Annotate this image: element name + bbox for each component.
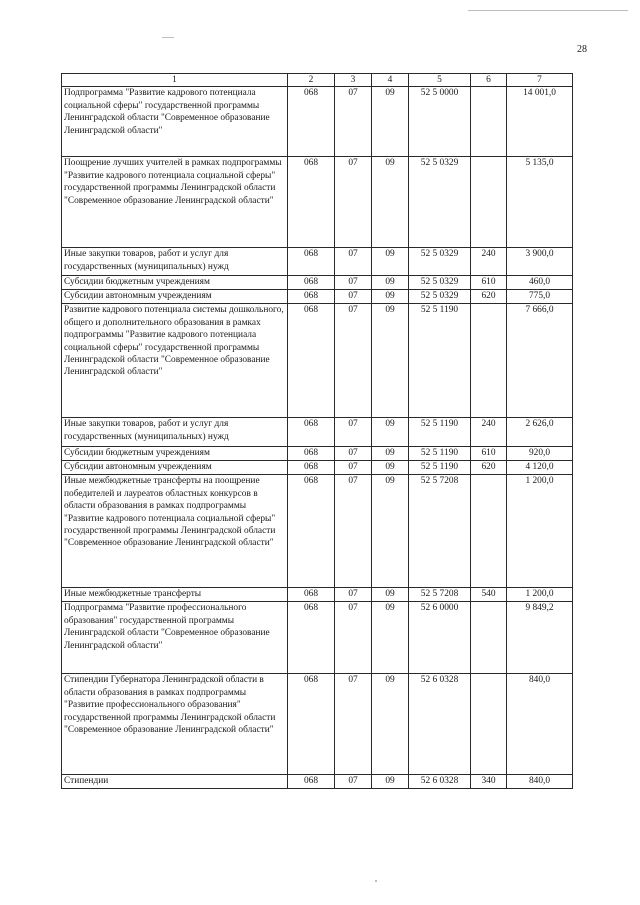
row-pr: 09 [372,461,409,475]
table-row [62,602,573,674]
row-csr: 52 5 0329 [409,290,471,304]
header-cell: 4 [372,74,409,87]
row-amount: 2 626,0 [507,418,573,447]
row-name: Стипендии [62,775,288,789]
row-csr: 52 5 1190 [409,304,471,418]
row-csr: 52 5 1190 [409,461,471,475]
row-vr: 620 [471,290,507,304]
row-amount: 775,0 [507,290,573,304]
table-header-row [62,74,573,87]
table-row [62,276,573,290]
row-name: Иные межбюджетные трансферты на поощрение победителей и лауреатов областных конкурсов в области образования в рамках подпрограммы "Развитие кадрового потенциала социальной сферы" государственной программы Ленинградской области "Современное образование Ленинградской области" [62,475,288,588]
page-number: 28 [577,44,587,55]
row-vr [471,475,507,588]
row-name: Подпрограмма "Развитие кадрового потенциала социальной сферы" государственной программы Ленинградской области "Современное образование Ленинградской области" [62,87,288,157]
table-row [62,588,573,602]
row-rz: 07 [335,475,372,588]
row-name: Иные закупки товаров, работ и услуг для государственных (муниципальных) нужд [62,418,288,447]
row-rz: 07 [335,290,372,304]
row-rz: 07 [335,602,372,674]
row-pr: 09 [372,157,409,248]
row-amount: 3 900,0 [507,248,573,276]
scan-artifact-dot [375,880,377,882]
row-vr: 610 [471,276,507,290]
row-rz: 07 [335,304,372,418]
row-grbs: 068 [288,418,335,447]
row-name: Развитие кадрового потенциала системы дошкольного, общего и дополнительного образования в рамках подпрограммы "Развитие кадрового потенциала социальной сферы" государственной программы Ленинградской области "Современное образование Ленинградской области" [62,304,288,418]
row-csr: 52 5 1190 [409,447,471,461]
row-name: Субсидии бюджетным учреждениям [62,447,288,461]
row-pr: 09 [372,447,409,461]
row-pr: 09 [372,276,409,290]
row-amount: 5 135,0 [507,157,573,248]
table-row [62,447,573,461]
row-amount: 1 200,0 [507,588,573,602]
row-rz: 07 [335,674,372,775]
row-rz: 07 [335,775,372,789]
row-grbs: 068 [288,304,335,418]
row-amount: 1 200,0 [507,475,573,588]
row-amount: 920,0 [507,447,573,461]
row-vr [471,674,507,775]
row-name: Субсидии автономным учреждениям [62,290,288,304]
row-rz: 07 [335,461,372,475]
row-rz: 07 [335,447,372,461]
row-vr [471,157,507,248]
row-amount: 460,0 [507,276,573,290]
row-pr: 09 [372,248,409,276]
row-csr: 52 5 0329 [409,157,471,248]
row-name: Субсидии автономным учреждениям [62,461,288,475]
table-row [62,87,573,157]
row-vr: 540 [471,588,507,602]
row-amount: 4 120,0 [507,461,573,475]
row-rz: 07 [335,248,372,276]
row-pr: 09 [372,674,409,775]
row-amount: 840,0 [507,674,573,775]
row-pr: 09 [372,290,409,304]
row-amount: 14 001,0 [507,87,573,157]
row-pr: 09 [372,602,409,674]
row-rz: 07 [335,418,372,447]
row-rz: 07 [335,157,372,248]
row-name: Субсидии бюджетным учреждениям [62,276,288,290]
row-name: Иные межбюджетные трансферты [62,588,288,602]
row-grbs: 068 [288,157,335,248]
row-amount: 7 666,0 [507,304,573,418]
row-pr: 09 [372,775,409,789]
row-grbs: 068 [288,775,335,789]
row-csr: 52 6 0328 [409,775,471,789]
row-pr: 09 [372,588,409,602]
row-grbs: 068 [288,461,335,475]
row-csr: 52 5 7208 [409,475,471,588]
row-grbs: 068 [288,674,335,775]
row-name: Иные закупки товаров, работ и услуг для государственных (муниципальных) нужд [62,248,288,276]
row-grbs: 068 [288,248,335,276]
row-csr: 52 5 7208 [409,588,471,602]
table-row [62,674,573,775]
row-rz: 07 [335,87,372,157]
row-csr: 52 5 0000 [409,87,471,157]
row-name: Поощрение лучших учителей в рамках подпрограммы "Развитие кадрового потенциала социальной сферы" государственной программы Ленинградской области "Современное образование Ленинградской области" [62,157,288,248]
row-pr: 09 [372,418,409,447]
table-row [62,775,573,789]
table-row [62,461,573,475]
row-vr: 240 [471,418,507,447]
header-cell: 7 [507,74,573,87]
header-cell: 3 [335,74,372,87]
budget-table [61,73,573,789]
row-name: Стипендии Губернатора Ленинградской области в области образования в рамках подпрограммы "Развитие профессионального образования" государственной программы Ленинградской области "Современное образование Ленинградской области" [62,674,288,775]
scan-artifact-dash [162,37,174,38]
row-csr: 52 6 0000 [409,602,471,674]
table-row [62,418,573,447]
scan-artifact-top-line [468,10,628,11]
row-csr: 52 6 0328 [409,674,471,775]
row-grbs: 068 [288,276,335,290]
row-grbs: 068 [288,588,335,602]
row-grbs: 068 [288,475,335,588]
row-grbs: 068 [288,87,335,157]
header-cell: 2 [288,74,335,87]
row-amount: 840,0 [507,775,573,789]
row-csr: 52 5 1190 [409,418,471,447]
table-row [62,475,573,588]
row-csr: 52 5 0329 [409,248,471,276]
row-vr: 240 [471,248,507,276]
row-name: Подпрограмма "Развитие профессионального образования" государственной программы Ленинградской области "Современное образование Ленинградской области" [62,602,288,674]
row-vr: 620 [471,461,507,475]
row-csr: 52 5 0329 [409,276,471,290]
table-row [62,304,573,418]
row-rz: 07 [335,588,372,602]
table-row [62,290,573,304]
header-cell: 1 [62,74,288,87]
row-grbs: 068 [288,447,335,461]
row-vr [471,87,507,157]
row-vr [471,602,507,674]
table-row [62,248,573,276]
header-cell: 5 [409,74,471,87]
row-pr: 09 [372,87,409,157]
row-vr: 610 [471,447,507,461]
row-grbs: 068 [288,290,335,304]
row-grbs: 068 [288,602,335,674]
row-rz: 07 [335,276,372,290]
row-vr [471,304,507,418]
header-cell: 6 [471,74,507,87]
row-vr: 340 [471,775,507,789]
row-pr: 09 [372,304,409,418]
row-pr: 09 [372,475,409,588]
table-row [62,157,573,248]
row-amount: 9 849,2 [507,602,573,674]
